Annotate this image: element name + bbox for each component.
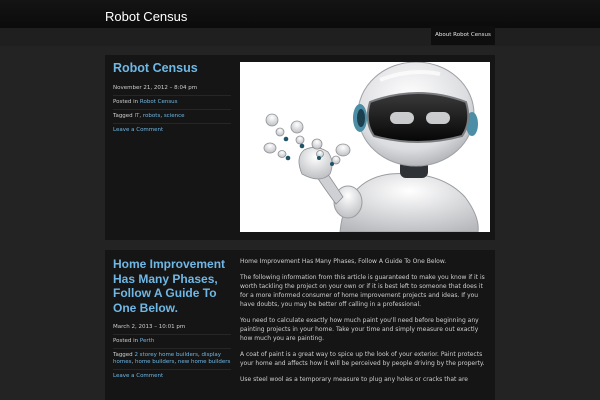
- category-link[interactable]: Robot Census: [139, 99, 178, 105]
- posted-in-label: Posted in: [113, 99, 140, 105]
- comment-line: [113, 124, 231, 137]
- post-featured-image[interactable]: [240, 62, 490, 232]
- tag-link[interactable]: 2 storey home builders: [134, 352, 198, 358]
- leave-comment-link[interactable]: Leave a Comment: [113, 373, 164, 379]
- nav-bar: [0, 28, 600, 46]
- site-header: [0, 0, 600, 28]
- post-tags-line: Tagged IT, robots, science: [113, 110, 231, 124]
- tag-link[interactable]: display homes: [113, 352, 222, 365]
- tagged-label: Tagged: [113, 113, 135, 119]
- tag-link[interactable]: science: [163, 113, 185, 119]
- post-robot-census: [105, 55, 495, 240]
- post-paragraph: The following information from this article is guaranteed to make you know if it is worth tackling the project on your own or if it is best left to someone that does it for a more informed consumer of home improvement projects and ideas. If you have doubts, you may be better off calling in a professional.: [240, 274, 485, 308]
- post-category-line: [113, 335, 231, 349]
- post-paragraph: Home Improvement Has Many Phases, Follow A Guide To One Below.: [240, 258, 447, 265]
- post-tags-line: Tagged 2 storey home builders, display homes, home builders, new home builders: [113, 349, 231, 370]
- nav-item-about[interactable]: About Robot Census: [431, 26, 495, 45]
- post-title[interactable]: Home Improvement Has Many Phases, Follow A Guide To One Below.: [113, 257, 226, 315]
- post-paragraph: Use steel wool as a temporary measure to plug any holes or cracks that are: [240, 376, 468, 383]
- post-content: [240, 257, 492, 391]
- robot-waving-image: [240, 62, 490, 232]
- post-meta-column: [113, 257, 231, 383]
- tag-link[interactable]: IT: [134, 113, 140, 119]
- post-title[interactable]: Robot Census: [113, 61, 198, 75]
- post-date: March 2, 2013 – 10:01 pm: [113, 321, 231, 335]
- comment-line: [113, 370, 231, 383]
- tagged-label: Tagged: [113, 352, 135, 358]
- tag-link[interactable]: new home builders: [177, 359, 231, 365]
- tag-link[interactable]: home builders: [134, 359, 175, 365]
- post-home-improvement: [105, 250, 495, 400]
- tag-link[interactable]: robots: [142, 113, 161, 119]
- leave-comment-link[interactable]: Leave a Comment: [113, 127, 164, 133]
- posted-in-label: Posted in: [113, 338, 140, 344]
- post-paragraph: You need to calculate exactly how much paint you'll need before beginning any painting projects in your home. Take your time and simply measure out exactly how much you are painting.: [240, 317, 479, 342]
- post-date: November 21, 2012 – 8:04 pm: [113, 82, 231, 96]
- category-link[interactable]: Perth: [139, 338, 155, 344]
- post-meta-column: [113, 61, 231, 137]
- site-title[interactable]: Robot Census: [105, 9, 188, 24]
- post-category-line: [113, 96, 231, 110]
- post-paragraph: A coat of paint is a great way to spice up the look of your exterior. Paint protects your home and affects how it will be perceived by people driving by the property.: [240, 351, 485, 367]
